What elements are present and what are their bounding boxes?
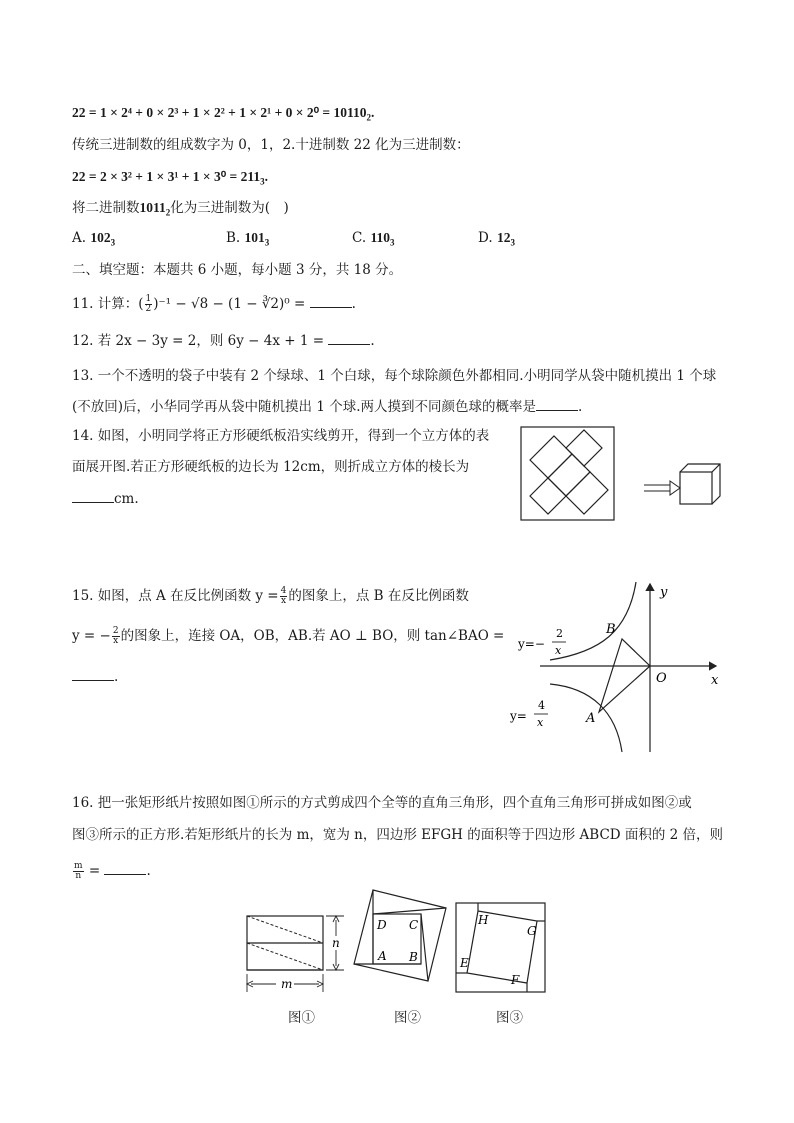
svg-text:H: H xyxy=(478,913,489,927)
svg-text:m: m xyxy=(281,977,293,991)
curve-label-bottom: y= xyxy=(510,709,527,723)
svg-text:F: F xyxy=(511,973,520,987)
figure-2-caption: 图② xyxy=(394,1010,421,1026)
square-abcd-figure xyxy=(348,888,448,984)
square-efgh-figure xyxy=(454,901,550,997)
answer-blank-14[interactable] xyxy=(72,488,114,503)
option-a[interactable]: A. $102_3$ xyxy=(72,230,116,248)
svg-text:E: E xyxy=(460,956,469,970)
question-15-line-2: y = − $\frac{2}{x}$ 的图象上，连接 OA，OB，AB.若 AO ⊥ BO，则 tan∠BAO = xyxy=(72,626,505,646)
svg-text:n: n xyxy=(332,936,340,950)
question-13-line-1: 13. 一个不透明的袋子中装有 2 个绿球、1 个白球，每个球除颜色外都相同.小明同学从袋中随机摸出 1 个球 xyxy=(72,368,717,384)
curve-label-top: y=− xyxy=(518,637,545,651)
figure-1-caption: 图① xyxy=(288,1010,315,1026)
graph-y-axis-label: y xyxy=(660,585,668,600)
question-16-line-2: 图③所示的正方形.若矩形纸片的长为 m，宽为 n，四边形 EFGH 的面积等于四边形 ABCD 面积的 2 倍，则 xyxy=(72,827,724,843)
option-d[interactable]: D. $12_3$ xyxy=(478,230,515,248)
inverse-function-graph xyxy=(500,572,730,757)
question-15-line-1: 15. 如图，点 A 在反比例函数 y = $\frac{4}{x}$ 的图象上，点 B 在反比例函数 xyxy=(72,586,469,606)
question-13-line-2: (不放回)后，小华同学再从袋中随机摸出 1 个球.两人摸到不同颜色球的概率是 . xyxy=(72,396,582,417)
option-c[interactable]: C. $110_3$ xyxy=(352,230,395,248)
svg-text:A: A xyxy=(378,949,387,963)
answer-blank-11[interactable] xyxy=(310,293,352,308)
question-14-line-3: cm. xyxy=(72,488,139,509)
svg-text:D: D xyxy=(377,918,387,932)
graph-point-a-label: A xyxy=(586,711,596,726)
svg-text:B: B xyxy=(409,950,418,964)
question-15-line-3: . xyxy=(72,666,118,687)
svg-text:x: x xyxy=(537,716,544,729)
svg-text:C: C xyxy=(409,918,419,932)
section-2-heading: 二、填空题：本题共 6 小题，每小题 3 分，共 18 分。 xyxy=(72,262,403,278)
question-14-line-2: 面展开图.若正方形硬纸板的边长为 12cm，则折成立方体的棱长为 xyxy=(72,459,470,475)
svg-text:4: 4 xyxy=(538,699,545,712)
figure-3-caption: 图③ xyxy=(496,1010,523,1026)
graph-x-axis-label: x xyxy=(711,673,719,688)
option-b[interactable]: B. $101_3$ xyxy=(226,230,270,248)
svg-text:G: G xyxy=(527,924,537,938)
question-16-line-1: 16. 把一张矩形纸片按照如图①所示的方式剪成四个全等的直角三角形，四个直角三角形可拼成如图②或 xyxy=(72,795,692,811)
answer-blank-15[interactable] xyxy=(72,666,114,681)
ternary-equation: $22 = 2 \times 3^2 + 1 \times 3^1 + 1 \times 3^0 = 211_3$. xyxy=(72,169,268,187)
answer-blank-12[interactable] xyxy=(328,330,370,345)
cube-net-figure xyxy=(520,426,730,522)
rectangle-triangles-figure xyxy=(240,912,350,996)
binary-equation: $22 = 1 \times 2^4 + 0 \times 2^3 + 1 \times 2^2 + 1 \times 2^1 + 0 \times 2^0 = 10110_2$. xyxy=(72,105,375,123)
svg-text:2: 2 xyxy=(556,627,563,640)
question-12: 12. 若 2x − 3y = 2，则 6y − 4x + 1 = . xyxy=(72,330,375,351)
svg-text:x: x xyxy=(555,644,562,657)
question-10-stem: 将二进制数$1011_2$化为三进制数为( ) xyxy=(72,200,289,218)
answer-blank-16[interactable] xyxy=(104,860,146,875)
question-11: 11. 计算：( $\frac{1}{2}$ )⁻¹ − √8 − (1 − ∛2)⁰ = . xyxy=(72,294,356,314)
question-16-line-3: $\frac{m}{n}$ = . xyxy=(74,861,151,881)
graph-origin-label: O xyxy=(656,671,667,686)
graph-point-b-label: B xyxy=(606,622,616,637)
question-14-line-1: 14. 如图，小明同学将正方形硬纸板沿实线剪开，得到一个立方体的表 xyxy=(72,428,490,444)
answer-blank-13[interactable] xyxy=(536,396,578,411)
ternary-intro: 传统三进制数的组成数字为 0，1，2.十进制数 22 化为三进制数： xyxy=(72,137,470,153)
